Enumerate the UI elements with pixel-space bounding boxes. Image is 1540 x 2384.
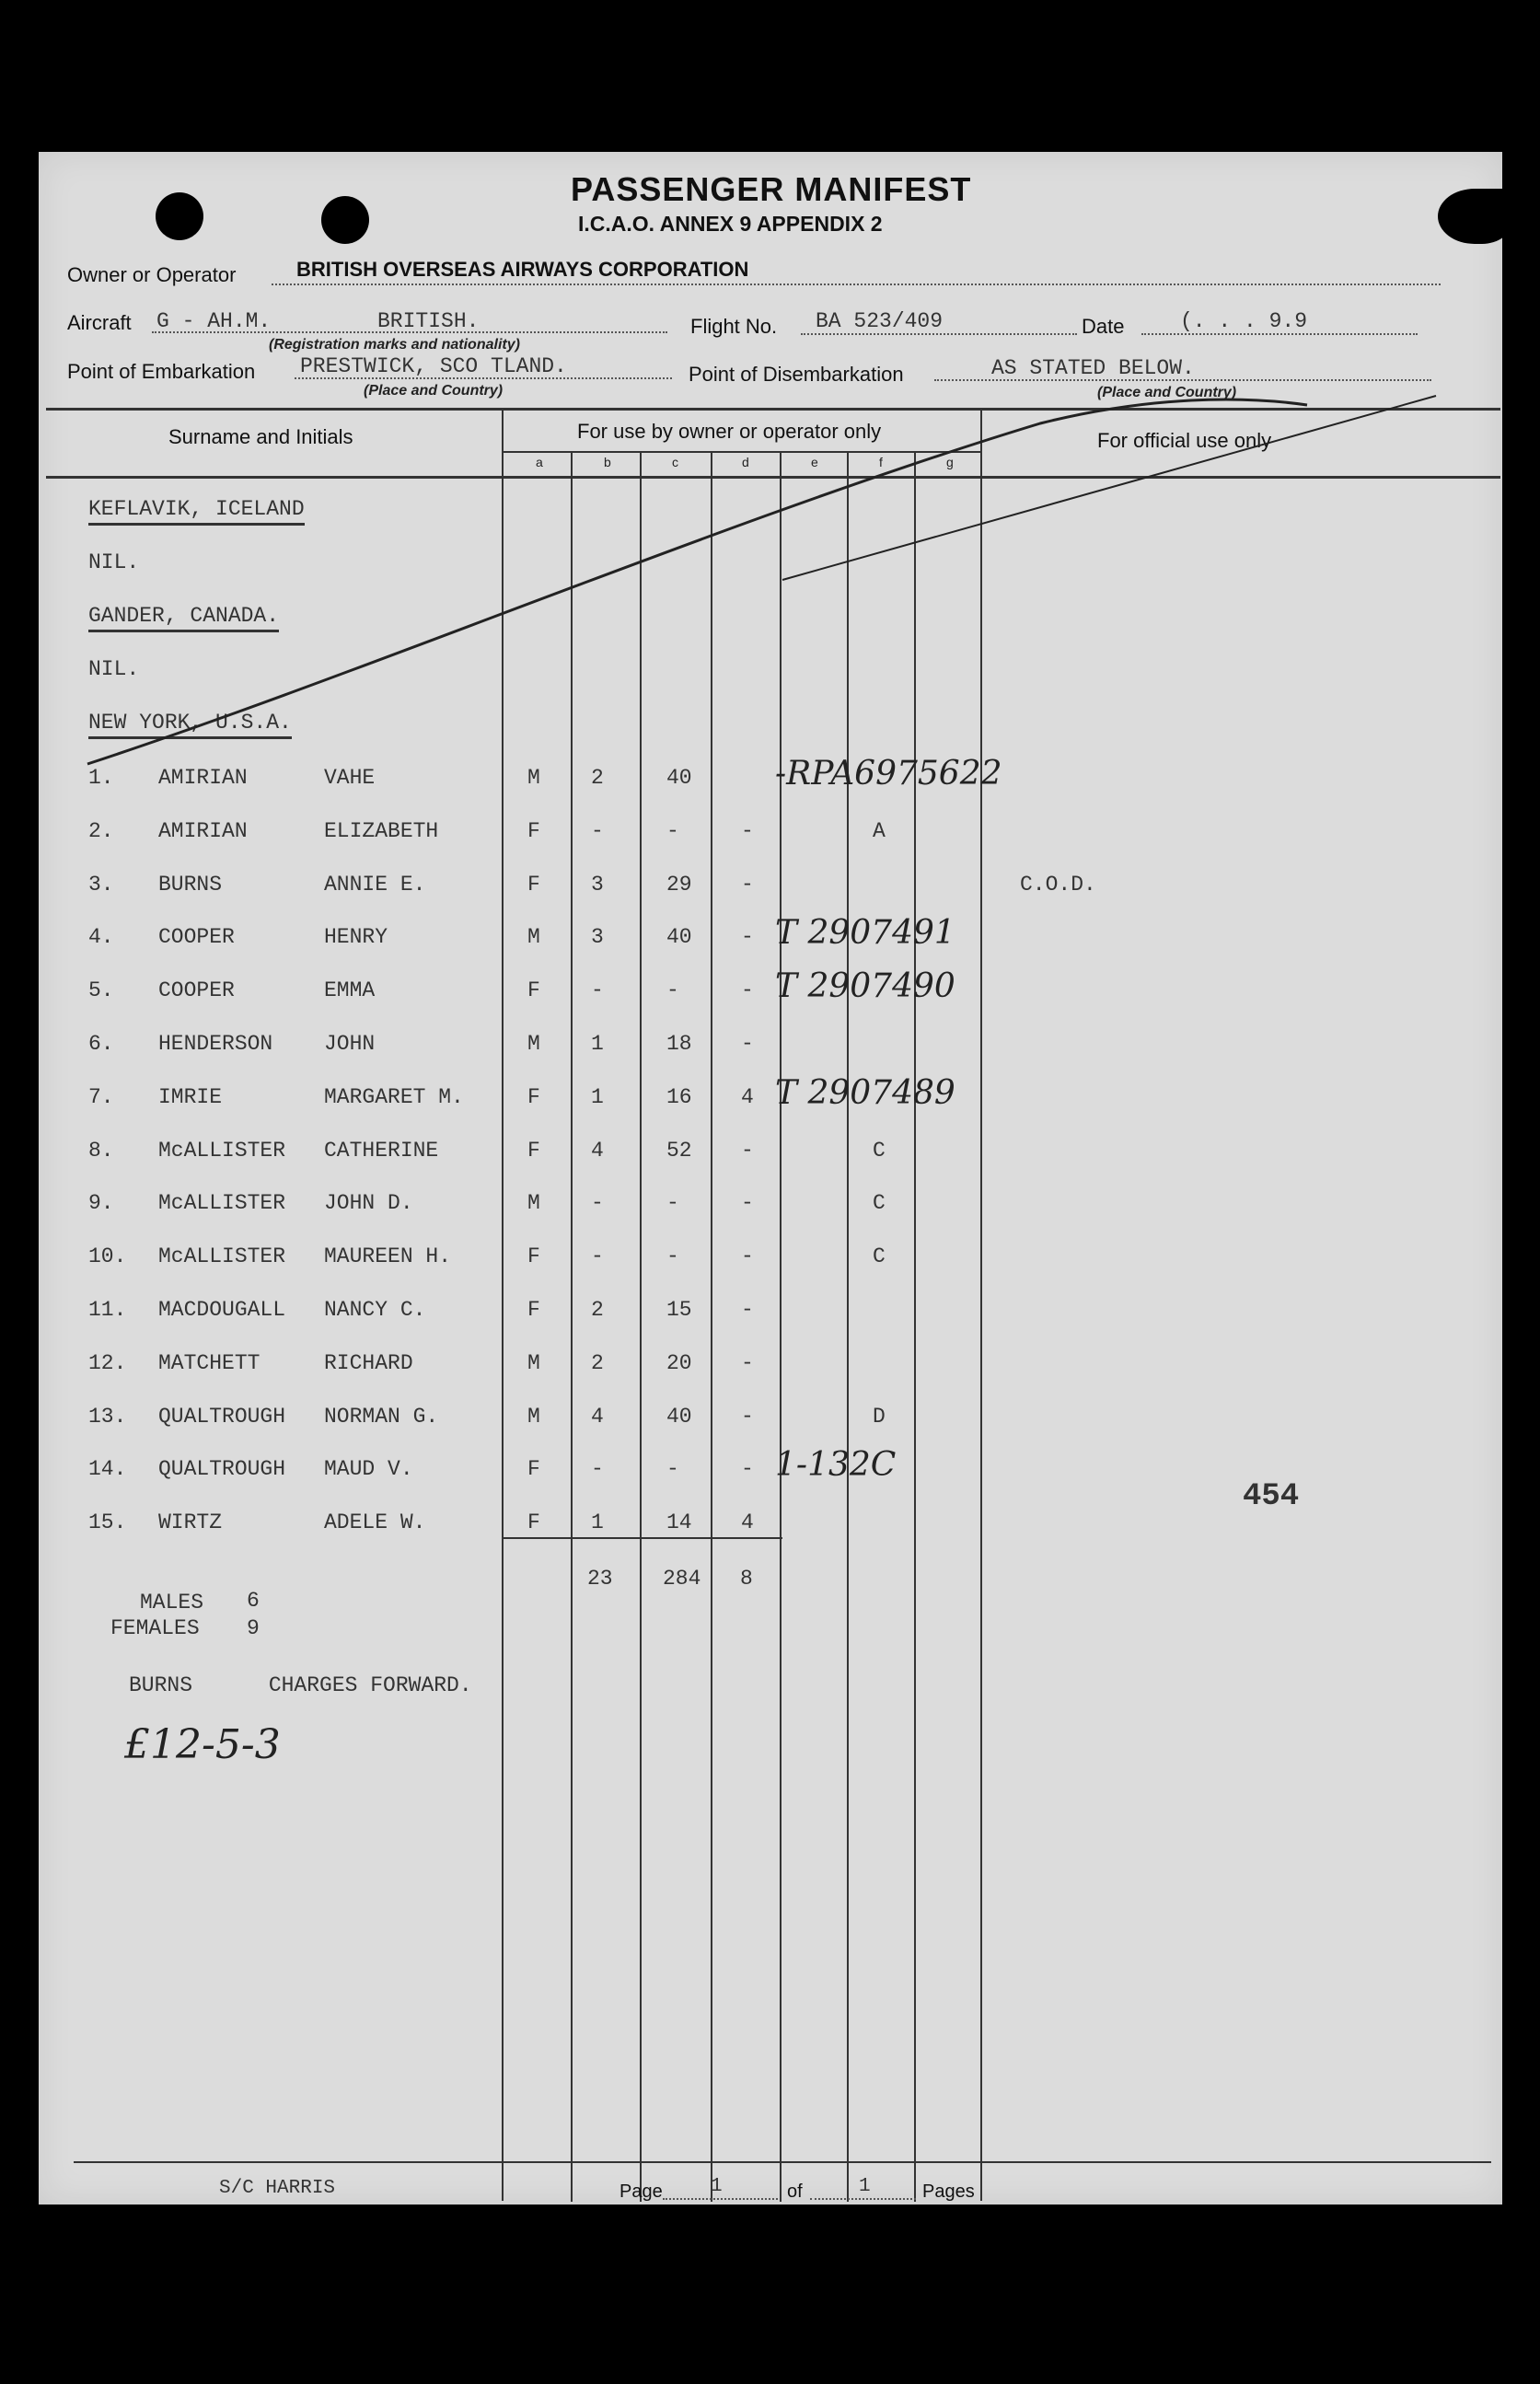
col-c-cell: 40 — [666, 1404, 692, 1429]
passenger-surname: COOPER — [158, 978, 235, 1003]
col-c-cell: 14 — [666, 1510, 692, 1535]
handwritten-note: 1-132C — [775, 1446, 897, 1485]
col-c-cell: 20 — [666, 1350, 692, 1375]
col-c-cell: - — [666, 1457, 679, 1482]
row-number: 13. — [88, 1404, 127, 1429]
males-count: 6 — [247, 1589, 260, 1613]
col-b-cell: - — [591, 1244, 604, 1269]
sex-cell: M — [527, 1032, 540, 1056]
row-number: 3. — [88, 872, 114, 897]
col-d-cell: - — [741, 1244, 754, 1269]
passenger-surname: MATCHETT — [158, 1350, 261, 1375]
passenger-given-names: NANCY C. — [324, 1298, 426, 1322]
row-number: 10. — [88, 1244, 127, 1269]
col-d-cell: 4 — [741, 1084, 754, 1109]
passenger-surname: COOPER — [158, 925, 235, 950]
col-d-cell: - — [741, 1404, 754, 1429]
col-b-cell: - — [591, 1457, 604, 1482]
col-b-cell: 2 — [591, 766, 604, 790]
col-c-cell: - — [666, 1244, 679, 1269]
handwritten-note: -RPA6975622 — [775, 755, 1002, 793]
passenger-given-names: HENRY — [324, 925, 388, 950]
passenger-surname: HENDERSON — [158, 1032, 273, 1056]
passenger-surname: McALLISTER — [158, 1191, 286, 1216]
total-c: 284 — [663, 1567, 701, 1591]
row-number: 11. — [88, 1298, 127, 1322]
col-f-header: f — [879, 455, 883, 469]
aircraft-label: Aircraft — [67, 311, 132, 334]
col-d-cell: - — [741, 1032, 754, 1056]
col-d-cell: - — [741, 925, 754, 950]
nationality-value: BRITISH. — [377, 309, 480, 333]
owner-use-header: For use by owner or operator only — [577, 420, 882, 443]
owner-value: BRITISH OVERSEAS AIRWAYS CORPORATION — [296, 258, 749, 281]
sex-cell: F — [527, 978, 540, 1003]
row-number: 6. — [88, 1032, 114, 1056]
col-b-cell: 1 — [591, 1032, 604, 1056]
signed-by: S/C HARRIS — [219, 2178, 336, 2199]
embark-label: Point of Embarkation — [67, 360, 256, 383]
row-number: 9. — [88, 1191, 114, 1216]
row-number: 8. — [88, 1138, 114, 1163]
aircraft-value: G - AH.M. — [156, 309, 272, 333]
col-d-cell: - — [741, 1191, 754, 1216]
page-subtitle: I.C.A.O. ANNEX 9 APPENDIX 2 — [578, 212, 883, 236]
col-d-cell: - — [741, 978, 754, 1003]
handwritten-note: T 2907489 — [775, 1073, 955, 1112]
official-use-header: For official use only — [1097, 429, 1272, 452]
col-b-cell: 3 — [591, 925, 604, 950]
col-a-header: a — [536, 455, 543, 469]
disembark-value: AS STATED BELOW. — [991, 356, 1195, 380]
page-label: Page — [619, 2181, 663, 2202]
charges-note: BURNS CHARGES FORWARD. — [129, 1673, 472, 1697]
charges-amount: £12-5-3 — [124, 1721, 281, 1768]
total-d: 8 — [740, 1567, 753, 1591]
flight-label: Flight No. — [690, 315, 778, 338]
col-f-cell: D — [873, 1404, 886, 1429]
passenger-given-names: JOHN D. — [324, 1191, 413, 1216]
col-b-cell: 4 — [591, 1404, 604, 1429]
sex-cell: F — [527, 1298, 540, 1322]
col-b-cell: - — [591, 978, 604, 1003]
of-value: 1 — [859, 2176, 871, 2197]
passenger-surname: MACDOUGALL — [158, 1298, 286, 1322]
passenger-surname: WIRTZ — [158, 1510, 223, 1535]
col-b-cell: 2 — [591, 1298, 604, 1322]
sex-cell: F — [527, 1084, 540, 1109]
row-number: 7. — [88, 1084, 114, 1109]
row-number: 1. — [88, 766, 114, 790]
col-b-cell: 4 — [591, 1138, 604, 1163]
col-c-cell: 16 — [666, 1084, 692, 1109]
passenger-given-names: MAUREEN H. — [324, 1244, 452, 1269]
sex-cell: M — [527, 925, 540, 950]
passenger-surname: AMIRIAN — [158, 766, 248, 790]
passenger-given-names: ELIZABETH — [324, 818, 439, 843]
section-gander: GANDER, CANADA. — [88, 604, 279, 632]
passenger-given-names: EMMA — [324, 978, 376, 1003]
females-count: 9 — [247, 1616, 260, 1640]
passenger-given-names: ANNIE E. — [324, 872, 426, 897]
disembark-label: Point of Disembarkation — [689, 363, 904, 386]
passenger-surname: McALLISTER — [158, 1138, 286, 1163]
col-b-cell: - — [591, 1191, 604, 1216]
of-label: of — [787, 2181, 803, 2202]
page-value: 1 — [711, 2176, 723, 2197]
row-number: 12. — [88, 1350, 127, 1375]
date-value: (. . . 9.9 — [1180, 309, 1308, 333]
females-label: FEMALES — [110, 1616, 200, 1640]
col-d-cell: 4 — [741, 1510, 754, 1535]
row-number: 14. — [88, 1457, 127, 1482]
col-e-header: e — [811, 455, 818, 469]
col-f-cell: C — [873, 1138, 886, 1163]
col-d-cell: - — [741, 818, 754, 843]
passenger-surname: QUALTROUGH — [158, 1457, 286, 1482]
sex-cell: F — [527, 1510, 540, 1535]
row-number: 4. — [88, 925, 114, 950]
col-d-cell: - — [741, 1298, 754, 1322]
sex-cell: M — [527, 1350, 540, 1375]
disembark-note: (Place and Country) — [1097, 385, 1237, 400]
col-c-cell: 15 — [666, 1298, 692, 1322]
row-number: 15. — [88, 1510, 127, 1535]
passenger-given-names: VAHE — [324, 766, 376, 790]
section-nil: NIL. — [88, 550, 140, 574]
passenger-given-names: CATHERINE — [324, 1138, 439, 1163]
sex-cell: F — [527, 818, 540, 843]
passenger-surname: BURNS — [158, 872, 223, 897]
col-c-cell: 29 — [666, 872, 692, 897]
passenger-given-names: MAUD V. — [324, 1457, 413, 1482]
handwritten-note: T 2907490 — [775, 967, 955, 1006]
total-b: 23 — [587, 1567, 613, 1591]
owner-label: Owner or Operator — [67, 263, 237, 286]
passenger-surname: AMIRIAN — [158, 818, 248, 843]
registration-note: (Registration marks and nationality) — [269, 337, 520, 353]
cancellation-stroke — [782, 396, 1436, 580]
sex-cell: F — [527, 1457, 540, 1482]
sex-cell: F — [527, 1244, 540, 1269]
col-c-header: c — [672, 455, 678, 469]
row-number: 2. — [88, 818, 114, 843]
col-g-header: g — [946, 455, 954, 469]
official-use-cell: C.O.D. — [1020, 872, 1096, 897]
pages-label: Pages — [922, 2181, 975, 2202]
passenger-surname: IMRIE — [158, 1084, 223, 1109]
handwritten-note: T 2907491 — [775, 914, 955, 953]
col-c-cell: - — [666, 978, 679, 1003]
col-d-cell: - — [741, 1138, 754, 1163]
col-b-cell: 1 — [591, 1510, 604, 1535]
flight-value: BA 523/409 — [816, 309, 944, 333]
section-nil: NIL. — [88, 657, 140, 681]
col-b-cell: 2 — [591, 1350, 604, 1375]
sex-cell: M — [527, 1404, 540, 1429]
col-c-cell: 52 — [666, 1138, 692, 1163]
passenger-given-names: MARGARET M. — [324, 1084, 464, 1109]
section-new-york: NEW YORK, U.S.A. — [88, 711, 292, 739]
col-c-cell: 40 — [666, 925, 692, 950]
col-d-cell: - — [741, 1457, 754, 1482]
col-c-cell: - — [666, 818, 679, 843]
sex-cell: M — [527, 1191, 540, 1216]
col-d-cell: - — [741, 1350, 754, 1375]
col-d-header: d — [742, 455, 749, 469]
col-b-cell: - — [591, 818, 604, 843]
cancellation-stroke — [87, 399, 1307, 764]
passenger-given-names: JOHN — [324, 1032, 376, 1056]
embark-value: PRESTWICK, SCO TLAND. — [300, 354, 567, 378]
sex-cell: F — [527, 872, 540, 897]
surname-column-header: Surname and Initials — [168, 425, 353, 448]
row-number: 5. — [88, 978, 114, 1003]
passenger-surname: QUALTROUGH — [158, 1404, 286, 1429]
males-label: MALES — [140, 1591, 204, 1614]
col-b-header: b — [604, 455, 611, 469]
sex-cell: F — [527, 1138, 540, 1163]
col-b-cell: 3 — [591, 872, 604, 897]
col-c-cell: 40 — [666, 766, 692, 790]
date-label: Date — [1082, 315, 1125, 338]
col-f-cell: C — [873, 1191, 886, 1216]
sex-cell: M — [527, 766, 540, 790]
section-keflavik: KEFLAVIK, ICELAND — [88, 497, 305, 526]
stamp-number: 454 — [1243, 1479, 1300, 1514]
passenger-given-names: NORMAN G. — [324, 1404, 439, 1429]
col-f-cell: C — [873, 1244, 886, 1269]
embark-note: (Place and Country) — [364, 383, 504, 399]
passenger-surname: McALLISTER — [158, 1244, 286, 1269]
page-title: PASSENGER MANIFEST — [571, 170, 972, 208]
passenger-given-names: RICHARD — [324, 1350, 413, 1375]
col-b-cell: 1 — [591, 1084, 604, 1109]
col-c-cell: 18 — [666, 1032, 692, 1056]
col-d-cell: - — [741, 872, 754, 897]
passenger-given-names: ADELE W. — [324, 1510, 426, 1535]
col-c-cell: - — [666, 1191, 679, 1216]
col-f-cell: A — [873, 818, 886, 843]
